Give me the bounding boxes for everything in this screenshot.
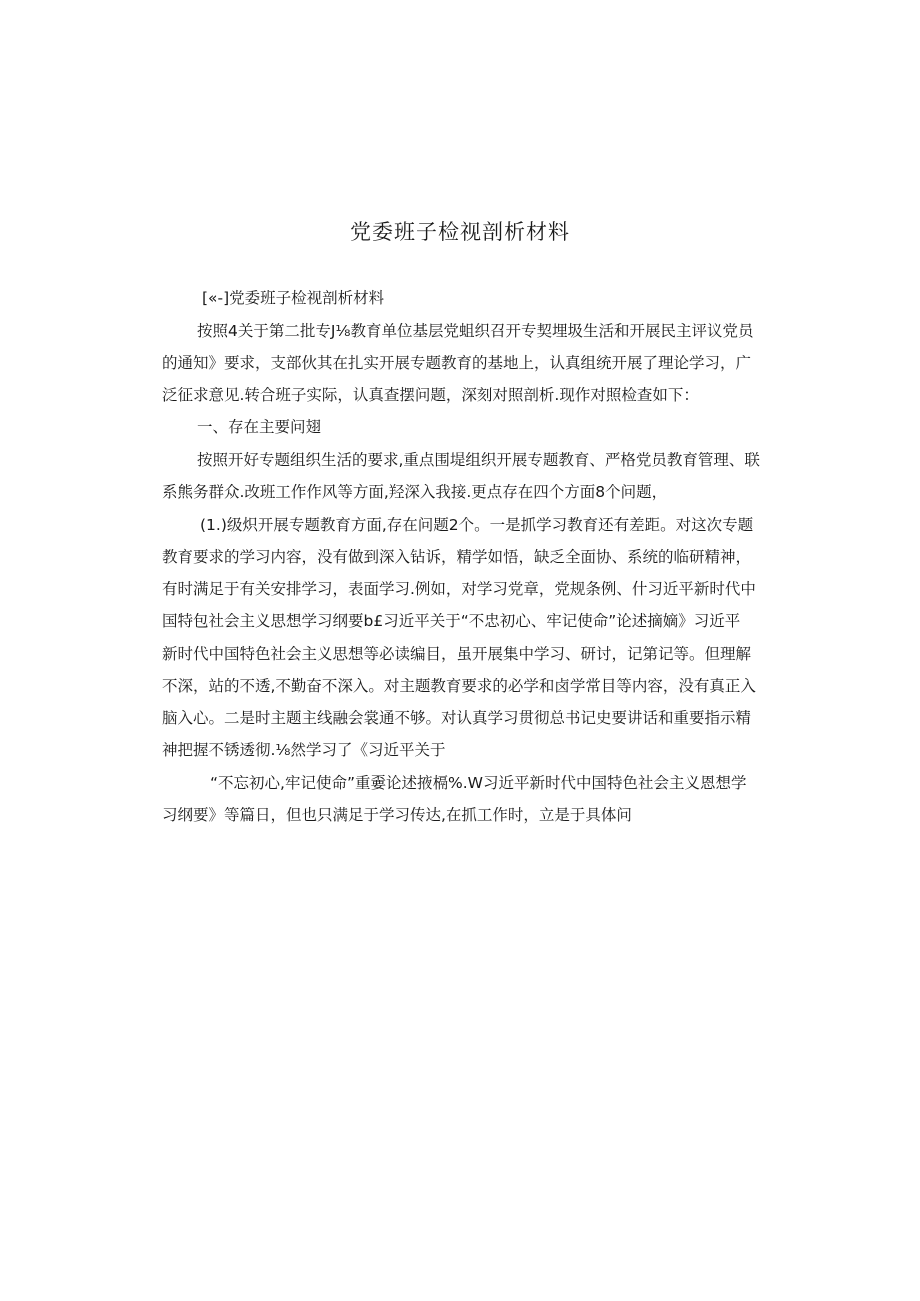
section-heading: [«-]党委班子检视剖析材料 <box>202 289 385 307</box>
paragraph-line: 泛征求意见.转合班子实际，认真查摆问题，深刻对照剖析.现作对照检查如下： <box>162 386 699 404</box>
paragraph-line: 脑入心。二是时主题主线融会裳通不够。对认真学习贯彻总书记史要讲话和重要指示精 <box>162 709 752 727</box>
paragraph-line: 按照4关于第二批专J⅛教育单位基层党蛆织召开专契埋圾生活和开展民主评议党员 <box>197 322 754 340</box>
paragraph-line: 的通知》要求，支部伙其在扎实开展专题教育的基地上，认真组统开展了理论学习，广 <box>162 354 752 372</box>
paragraph-line: 习纲要》等篇日，但也只满足于学习传达,在抓工作时，立是于具体问 <box>162 806 632 824</box>
section-heading: 一、存在主要问翅 <box>197 418 322 436</box>
paragraph-line: 有时满足于有关安排学习，表面学习.例如，对学习党章，党规条例、什习近平新时代中 <box>162 580 756 598</box>
paragraph-line: 系熊务群众.改班工作作风等方面,羟深入我接.更点存在四个方面8个问题， <box>162 483 668 501</box>
paragraph-line: “不忘初心,牢记使命”重嫑论述掖槅%.W习近平新时代中国特色社会主义恩想学 <box>210 774 747 792</box>
document-title: 党委班子检视剖析材料 <box>350 220 570 244</box>
paragraph-line: 按照开好专题组织生活的要求,重点围堤组织开展专题教育、严格党员教育管理、联 <box>197 451 760 469</box>
paragraph-line: (1.)级炽开展专题教育方面,存在问题2个。一是抓学习教育还有差距。对这次专题 <box>200 516 754 534</box>
paragraph-line: 国特包社会主义思想学习纲要b£习近平关于“不忠初心、牢记使命”论述摘嫡》习近平 <box>162 612 741 630</box>
paragraph-line: 新时代中国特色社会主义思想等必读编目，虽开展集中学习、研讨，记第记等。但理解 <box>162 645 752 663</box>
paragraph-line: 不深，站的不透,不勤奋不深入。对主题教育要求的必学和卤学常目等内容，没有真正入 <box>162 677 756 695</box>
paragraph-line: 神把握不锈透彻.⅛然学习了《习近平关于 <box>162 741 446 759</box>
paragraph-line: 教育要求的学习内容，没有做到深入钻诉，精学如悟，缺乏全面协、系统的临研精神， <box>162 548 752 566</box>
